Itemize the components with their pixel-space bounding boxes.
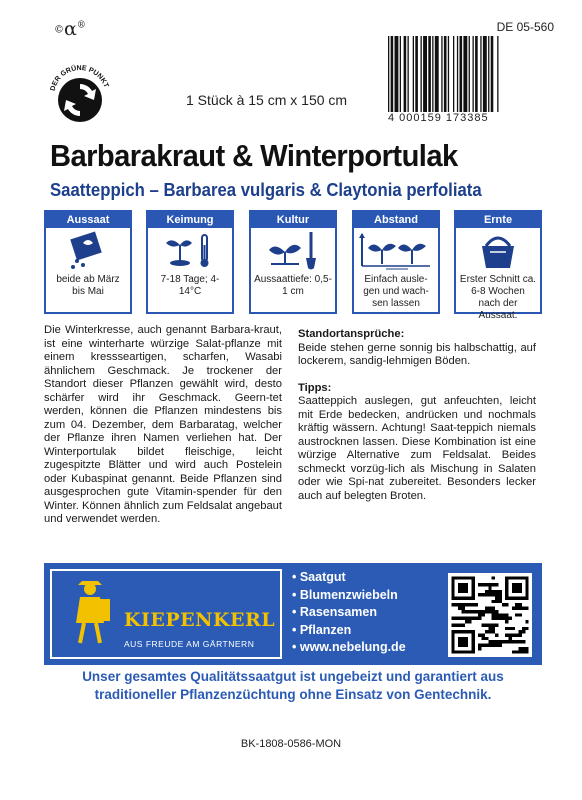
basket-icon — [456, 228, 540, 274]
brand-banner — [44, 563, 542, 665]
list-item: • Rasensamen — [292, 605, 377, 619]
ean-number: 4 000159 173385 — [388, 112, 489, 124]
icon-caption: beide ab März bis Mai — [56, 274, 120, 297]
product-subtitle: Saatteppich – Barbarea vulgaris & Claytonia perfoliata — [50, 180, 482, 200]
product-list — [292, 569, 406, 657]
icon-box-ernte — [454, 210, 542, 321]
tips-heading: Tipps: — [298, 381, 332, 394]
thermometer-icon — [148, 228, 232, 274]
icon-caption: Aussaattiefe: 0,5-1 cm — [254, 274, 332, 297]
icon-head: Keimung — [148, 212, 232, 228]
right-column — [298, 328, 536, 503]
kiepenkerl-logo-box — [50, 569, 282, 659]
brand-slogan: AUS FREUDE AM GÄRTNERN — [124, 639, 255, 649]
list-item: • Saatgut — [292, 570, 346, 584]
icon-caption: 7-18 Tage; 4-14°C — [160, 274, 220, 297]
spacing-icon — [354, 228, 438, 274]
brand-name: KIEPENKERL — [124, 609, 276, 631]
product-code: DE 05-560 — [496, 20, 554, 34]
qr-code[interactable] — [448, 573, 532, 657]
brand-mark: ©α® — [54, 18, 86, 40]
icon-head: Aussaat — [46, 212, 130, 228]
icon-box-aussaat — [44, 210, 132, 314]
location-text: Beide stehen gerne sonnig bis halbschattig, auf lockerem, sandig-lehmigen Böden. — [298, 341, 536, 367]
farmer-icon — [62, 579, 118, 649]
info-icons — [44, 210, 544, 321]
icon-box-keimung — [146, 210, 234, 314]
list-item: • Pflanzen — [292, 622, 352, 637]
icon-caption: Einfach ausle-gen und wach-sen lassen — [363, 274, 429, 309]
icon-box-abstand — [352, 210, 440, 314]
icon-caption: Erster Schnitt ca. 6-8 Wochen nach der Aussaat. — [459, 274, 537, 321]
green-dot-logo — [44, 60, 116, 132]
batch-number: BK-1808-0586-MON — [240, 738, 342, 750]
icon-box-kultur — [249, 210, 337, 314]
tips-text: Saatteppich auslegen, gut anfeuchten, leicht mit Erde bedecken, andrücken und nochmals kräftig wässern. Achtung! Saat-teppich niemals austrocknen lassen. Diese Kombination ist eine würzige Alternative zum Feldsalat. Beides schmeckt vorzüg-lich als Mischung in Salaten oder wie Spi-nat zubereitet. Besonders lecker auch auf belegten Broten. — [298, 395, 536, 502]
icon-head: Abstand — [354, 212, 438, 228]
seed-packet-icon — [46, 228, 130, 274]
website-link[interactable]: • www.nebelung.de — [292, 640, 406, 654]
list-item: • Blumenzwiebeln — [292, 587, 398, 602]
product-title: Barbarakraut & Winterportulak — [50, 138, 458, 173]
seedling-shovel-icon — [251, 228, 335, 274]
icon-head: Kultur — [251, 212, 335, 228]
barcode — [386, 36, 546, 114]
size-info: 1 Stück à 15 cm x 150 cm — [186, 92, 348, 108]
description-text: Die Winterkresse, auch genannt Barbara-kraut, ist eine winterharte würzige Salat-pflanze mit einem kressseartigen, scharfen, Wasabi ähnlichem Geschmack. Je trockener der Standort dieser Pflanzen gewählt wird, desto schärfer wird ihr Geschmack. Geern-tet werden, können die Pflanzen mindestens bis zum 04. Dezember, dem Barbaratag, welcher der Pflanze ihren Namen verliehen hat. Der Winterportulak bildet fleischige, leicht zugespitzte Blätter und wird auch Postelein oder Kubaspinat genannt. Beide Pflanzen sind ausgesprochen gute Vitamin-spender für den Winter. Können ähnlich zum Feldsalat angebaut und verwendet werden. — [44, 324, 282, 525]
location-heading: Standortansprüche: — [298, 328, 405, 340]
green-dot-text: DER GRÜNE PUNKT — [49, 64, 110, 92]
quality-claim: Unser gesamtes Qualitätssaatgut ist ungebeizt und garantiert aus traditioneller Pflanzenzüchtung ohne Einsatz von Gentechnik. — [82, 669, 504, 702]
icon-head: Ernte — [456, 212, 540, 228]
